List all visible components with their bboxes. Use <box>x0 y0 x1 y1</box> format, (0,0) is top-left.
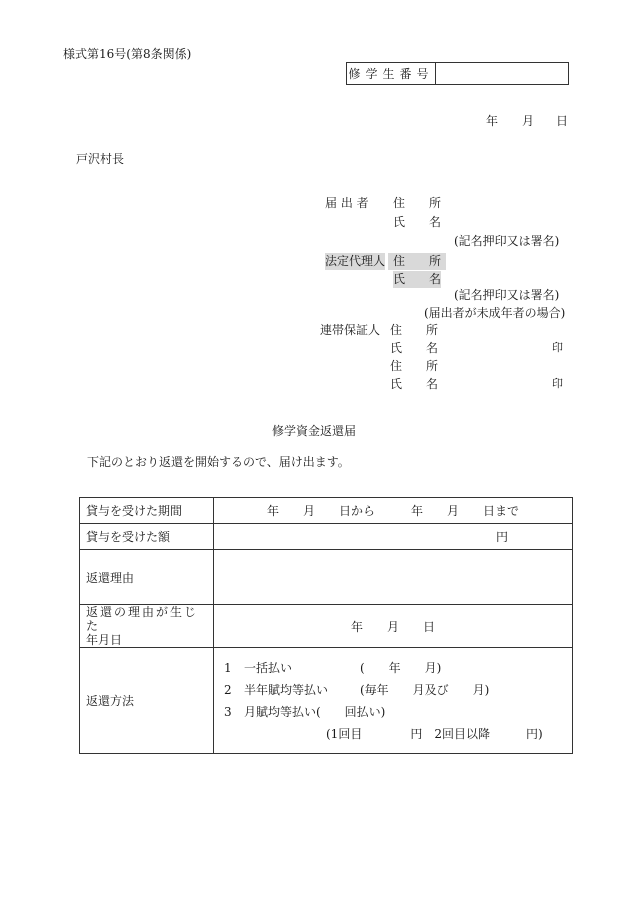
reason-field[interactable] <box>214 550 573 605</box>
student-number-label: 修学生番号 <box>347 63 436 84</box>
guarantor-name-label: 氏 名 <box>390 341 439 355</box>
applicant-address-label: 住 所 <box>393 196 442 210</box>
applicant-role: 届 出 者 <box>325 196 369 210</box>
return-form-table <box>79 497 573 754</box>
reason-label: 返還理由 <box>80 550 214 605</box>
reason-date-label-line2: 年月日 <box>86 633 123 647</box>
seal-mark-2: 印 <box>552 377 563 390</box>
installment-detail: (1回目 円 2回目以降 円) <box>326 726 543 741</box>
guarantor-address-label: 住 所 <box>390 323 439 337</box>
installment-detail-line <box>220 723 566 745</box>
legal-rep-note: (記名押印又は署名) <box>454 288 560 302</box>
reason-date-value[interactable]: 年 月 日 <box>214 605 573 648</box>
period-value[interactable]: 年 月 日から 年 月 日まで <box>214 498 573 524</box>
amount-unit: 円 <box>496 530 509 544</box>
legal-rep-address-label: 住 所 <box>388 253 446 270</box>
applicant-note: (記名押印又は署名) <box>454 234 560 248</box>
date-year: 年 <box>486 114 499 128</box>
date-day: 日 <box>556 114 569 128</box>
method-1-num: 1 <box>224 660 232 675</box>
guarantor-name-label-2: 氏 名 <box>390 377 439 391</box>
method-1-detail: ( 年 月) <box>360 660 442 675</box>
guarantor-address-label-2: 住 所 <box>390 359 439 373</box>
date-month: 月 <box>522 114 535 128</box>
document-title: 修学資金返還届 <box>272 424 357 438</box>
method-2-name: 半年賦均等払い <box>244 682 329 697</box>
student-number-field[interactable] <box>436 63 568 84</box>
method-option-1[interactable] <box>220 657 566 679</box>
reason-date-label-line1: 返還の理由が生じた <box>86 605 199 633</box>
amount-field[interactable] <box>214 524 573 550</box>
method-2-detail: (毎年 月及び 月) <box>360 682 490 697</box>
method-option-3[interactable] <box>220 701 566 723</box>
method-3-name: 月賦均等払い( 回払い) <box>244 704 386 719</box>
seal-mark: 印 <box>552 341 563 354</box>
reason-date-label <box>80 605 214 648</box>
legal-rep-role: 法定代理人 <box>325 254 386 268</box>
method-1-name: 一括払い <box>244 660 293 675</box>
legal-rep-name-label: 氏 名 <box>393 272 442 286</box>
form-number: 様式第16号(第8条関係) <box>63 47 192 61</box>
addressee: 戸沢村長 <box>76 152 125 166</box>
method-label: 返還方法 <box>80 648 214 754</box>
method-options <box>214 648 573 754</box>
guarantor-role: 連帯保証人 <box>320 323 381 337</box>
period-label: 貸与を受けた期間 <box>80 498 214 524</box>
intro-text: 下記のとおり返還を開始するので、届け出ます。 <box>87 455 350 469</box>
student-number-box <box>346 62 569 85</box>
applicant-name-label: 氏 名 <box>393 215 442 229</box>
method-2-num: 2 <box>224 682 232 697</box>
legal-rep-condition: (届出者が未成年者の場合) <box>424 306 566 320</box>
amount-label: 貸与を受けた額 <box>80 524 214 550</box>
method-option-2[interactable] <box>220 679 566 701</box>
method-3-num: 3 <box>224 704 232 719</box>
